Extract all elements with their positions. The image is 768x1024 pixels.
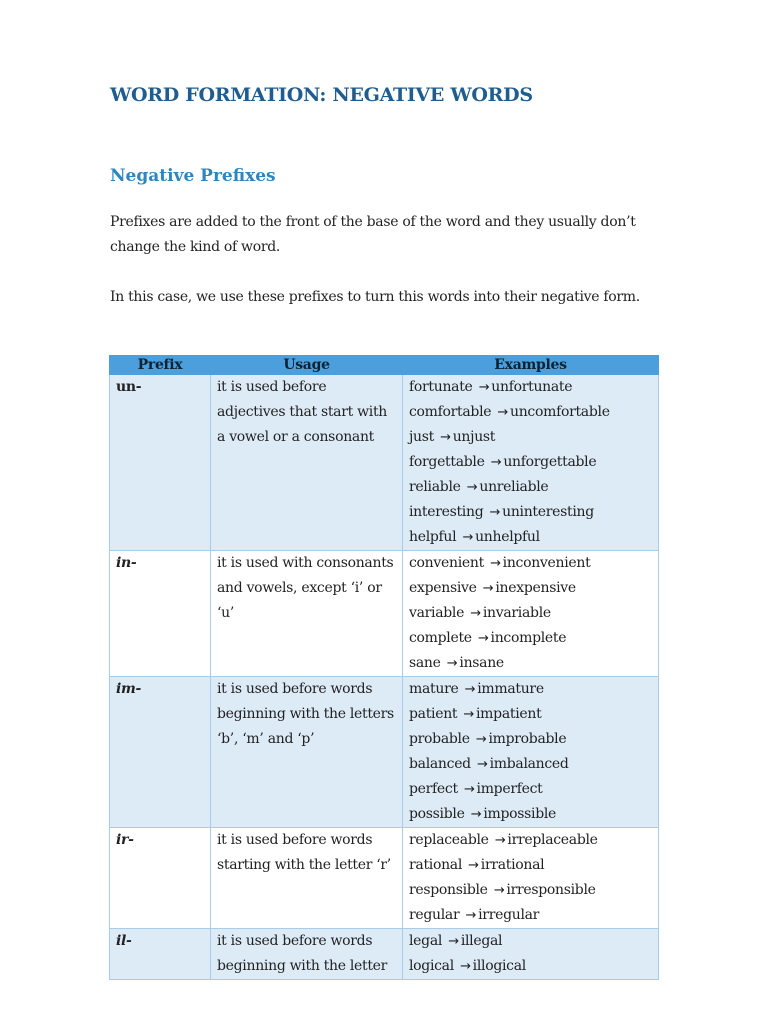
arrow-icon: →: [470, 606, 481, 621]
examples-cell: [403, 551, 659, 677]
table-row: [110, 551, 659, 677]
prefix-cell: ir-: [110, 828, 211, 929]
prefix-table: [109, 355, 659, 980]
negative-word: irregular: [478, 907, 540, 923]
example-pair: [409, 702, 654, 727]
negative-word: unfortunate: [491, 379, 573, 395]
example-pair: [409, 375, 654, 400]
arrow-icon: →: [478, 380, 490, 395]
negative-word: invariable: [482, 605, 551, 621]
base-word: complete: [409, 630, 472, 646]
negative-word: illegal: [460, 933, 503, 949]
example-pair: [409, 853, 654, 878]
page-title: WORD FORMATION: NEGATIVE WORDS: [110, 84, 533, 106]
arrow-icon: →: [448, 934, 459, 949]
usage-cell: it is used before words beginning with the letters ‘b’, ‘m’ and ‘p’: [211, 677, 403, 828]
example-pair: [409, 551, 654, 576]
prefix-cell: un-: [110, 375, 211, 551]
base-word: helpful: [409, 529, 457, 545]
arrow-icon: →: [463, 782, 475, 797]
base-word: responsible: [409, 882, 488, 898]
arrow-icon: →: [493, 883, 505, 898]
base-word: perfect: [409, 781, 458, 797]
base-word: expensive: [409, 580, 477, 596]
base-word: sane: [409, 655, 441, 671]
negative-word: immature: [477, 681, 544, 697]
arrow-icon: →: [460, 959, 471, 974]
arrow-icon: →: [494, 833, 506, 848]
arrow-icon: →: [446, 656, 458, 671]
negative-word: imbalanced: [489, 756, 569, 772]
arrow-icon: →: [462, 530, 474, 545]
prefix-cell: in-: [110, 551, 211, 677]
arrow-icon: →: [489, 505, 501, 520]
negative-word: inexpensive: [495, 580, 576, 596]
base-word: balanced: [409, 756, 471, 772]
negative-word: improbable: [488, 731, 567, 747]
base-word: legal: [409, 933, 443, 949]
base-word: regular: [409, 907, 460, 923]
base-word: replaceable: [409, 832, 489, 848]
example-pair: [409, 802, 654, 827]
base-word: rational: [409, 857, 463, 873]
example-pair: [409, 954, 654, 979]
arrow-icon: →: [463, 707, 474, 722]
usage-cell: it is used with consonants and vowels, except ‘i’ or ‘u’: [211, 551, 403, 677]
example-pair: [409, 450, 654, 475]
base-word: convenient: [409, 555, 484, 571]
intro-paragraph: Prefixes are added to the front of the base of the word and they usually don’t change the kind of word.: [110, 214, 636, 255]
arrow-icon: →: [464, 682, 476, 697]
example-pair: [409, 777, 654, 802]
negative-word: illogical: [472, 958, 526, 974]
example-pair: [409, 929, 654, 954]
usage-cell: it is used before words beginning with the letter: [211, 929, 403, 980]
negative-word: irreplaceable: [507, 832, 598, 848]
example-pair: [409, 525, 654, 550]
example-pair: [409, 878, 654, 903]
negative-word: unreliable: [479, 479, 549, 495]
negative-word: unforgettable: [503, 454, 597, 470]
usage-cell: it is used before adjectives that start with a vowel or a consonant: [211, 375, 403, 551]
arrow-icon: →: [497, 405, 508, 420]
example-pair: [409, 677, 654, 702]
base-word: possible: [409, 806, 465, 822]
example-pair: [409, 425, 654, 450]
base-word: variable: [409, 605, 465, 621]
table-row: [110, 828, 659, 929]
example-pair: [409, 576, 654, 601]
table-header-row: [110, 356, 659, 375]
table-row: [110, 375, 659, 551]
example-pair: [409, 651, 654, 676]
negative-word: irrational: [480, 857, 545, 873]
example-pair: [409, 626, 654, 651]
negative-word: impossible: [483, 806, 557, 822]
negative-word: incomplete: [490, 630, 567, 646]
section-heading: Negative Prefixes: [110, 166, 276, 186]
example-pair: [409, 601, 654, 626]
negative-word: uncomfortable: [510, 404, 610, 420]
usage-paragraph: In this case, we use these prefixes to turn this words into their negative form.: [110, 289, 640, 305]
arrow-icon: →: [477, 757, 488, 772]
negative-word: inconvenient: [502, 555, 591, 571]
example-pair: [409, 475, 654, 500]
examples-cell: [403, 677, 659, 828]
negative-word: insane: [459, 655, 504, 671]
examples-cell: [403, 929, 659, 980]
base-word: reliable: [409, 479, 461, 495]
example-pair: [409, 752, 654, 777]
table-row: [110, 677, 659, 828]
arrow-icon: →: [482, 581, 494, 596]
arrow-icon: →: [477, 631, 489, 646]
negative-word: unjust: [452, 429, 496, 445]
base-word: interesting: [409, 504, 484, 520]
arrow-icon: →: [475, 732, 487, 747]
header-prefix: Prefix: [110, 356, 211, 375]
arrow-icon: →: [465, 908, 477, 923]
arrow-icon: →: [490, 455, 502, 470]
header-examples: Examples: [403, 356, 659, 375]
base-word: just: [409, 429, 434, 445]
base-word: comfortable: [409, 404, 492, 420]
example-pair: [409, 400, 654, 425]
examples-cell: [403, 828, 659, 929]
negative-word: uninteresting: [502, 504, 594, 520]
base-word: probable: [409, 731, 470, 747]
prefix-cell: il-: [110, 929, 211, 980]
header-usage: Usage: [211, 356, 403, 375]
base-word: logical: [409, 958, 454, 974]
negative-word: unhelpful: [475, 529, 540, 545]
negative-word: irresponsible: [506, 882, 596, 898]
example-pair: [409, 727, 654, 752]
arrow-icon: →: [468, 858, 479, 873]
negative-word: impatient: [476, 706, 542, 722]
examples-cell: [403, 375, 659, 551]
base-word: fortunate: [409, 379, 473, 395]
base-word: patient: [409, 706, 458, 722]
example-pair: [409, 828, 654, 853]
arrow-icon: →: [440, 430, 451, 445]
usage-cell: it is used before words starting with the letter ‘r’: [211, 828, 403, 929]
base-word: forgettable: [409, 454, 485, 470]
prefix-cell: im-: [110, 677, 211, 828]
negative-word: imperfect: [476, 781, 543, 797]
table-row: [110, 929, 659, 980]
example-pair: [409, 903, 654, 928]
example-pair: [409, 500, 654, 525]
arrow-icon: →: [466, 480, 478, 495]
arrow-icon: →: [490, 556, 501, 571]
arrow-icon: →: [470, 807, 482, 822]
base-word: mature: [409, 681, 459, 697]
